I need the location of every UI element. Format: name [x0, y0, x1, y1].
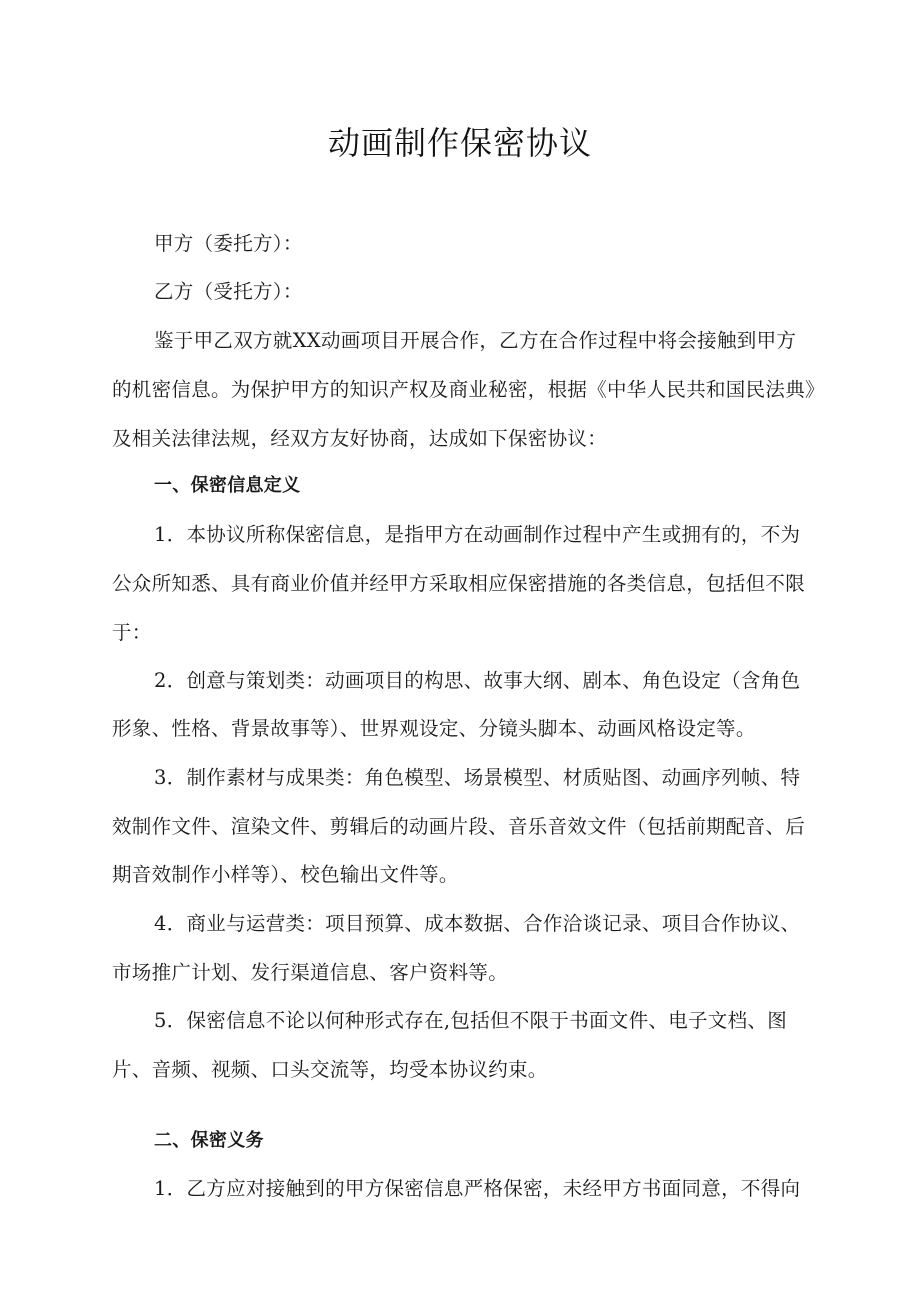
clause-text: 5．保密信息不论以何种形式存在,包括但不限于书面文件、电子文档、图 [154, 1009, 788, 1032]
section-2-heading: 二、保密义务 [154, 1130, 264, 1151]
clause-text: 1．乙方应对接触到的甲方保密信息严格保密，未经甲方书面同意，不得向 [154, 1177, 801, 1200]
party-a-label: 甲方（委托方）： [154, 232, 303, 255]
preamble-line: 及相关法律法规，经双方友好协商，达成如下保密协议： [112, 427, 608, 450]
preamble-line: 鉴于甲乙双方就XX动画项目开展合作，乙方在合作过程中将会接触到甲方 [154, 329, 797, 352]
clause-text: 于： [112, 621, 152, 644]
clause-text: 公众所知悉、具有商业价值并经甲方采取相应保密措施的各类信息，包括但不限 [112, 572, 806, 595]
clause-text: 片、音频、视频、口头交流等，均受本协议约束。 [112, 1058, 548, 1081]
clause-text: 1．本协议所称保密信息，是指甲方在动画制作过程中产生或拥有的，不为 [154, 523, 801, 546]
document-title: 动画制作保密协议 [327, 124, 592, 162]
clause-text: 形象、性格、背景故事等）、世界观设定、分镜头脚本、动画风格设定等。 [112, 717, 756, 740]
clause-text: 效制作文件、渲染文件、剪辑后的动画片段、音乐音效文件（包括前期配音、后 [112, 815, 806, 838]
clause-text: 2．创意与策划类：动画项目的构思、故事大纲、剧本、角色设定（含角色 [154, 669, 801, 692]
section-1-heading: 一、保密信息定义 [154, 475, 301, 496]
party-b-label: 乙方（受托方）： [154, 280, 303, 303]
clause-text: 期音效制作小样等）、校色输出文件等。 [112, 863, 459, 886]
clause-text: 3．制作素材与成果类：角色模型、场景模型、材质贴图、动画序列帧、特 [154, 766, 801, 789]
clause-text: 4．商业与运营类：项目预算、成本数据、合作洽谈记录、项目合作协议、 [154, 912, 801, 935]
clause-text: 市场推广计划、发行渠道信息、客户资料等。 [112, 961, 509, 984]
preamble-line: 的机密信息。为保护甲方的知识产权及商业秘密，根据《中华人民共和国民法典》 [112, 378, 825, 401]
